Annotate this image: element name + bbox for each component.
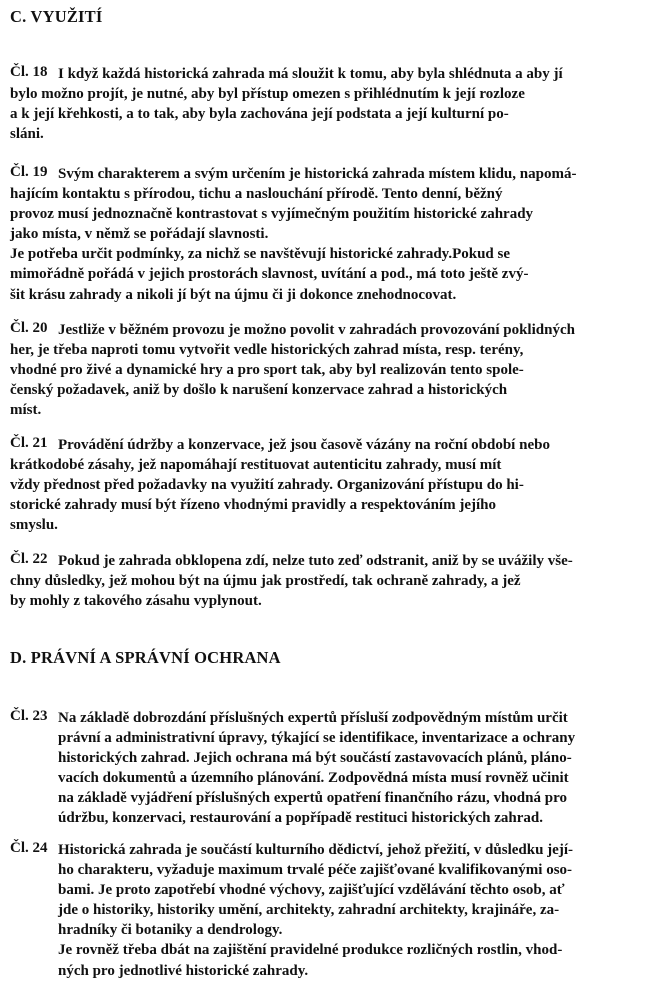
text-line: bylo možno projít, je nutné, aby byl přístup omezen s přihlédnutím k její rozloze [10, 86, 525, 103]
text-line: vhodné pro živé a dynamické hry a pro sport tak, aby byl realizován tento spole- [10, 362, 524, 379]
text-line: Na základě dobrozdání příslušných expertů přísluší zodpovědným místům určit [58, 710, 568, 726]
text-line: právní a administrativní úpravy, týkající se identifikace, inventarizace a ochrany [58, 730, 576, 747]
article-number: Čl. 21 [10, 435, 48, 451]
article-20 [10, 320, 642, 422]
text-line: Pokud je zahrada obklopena zdí, nelze tuto zeď odstranit, aniž by se uvážily vše- [58, 553, 573, 569]
text-line: šit krásu zahrady a nikoli jí být na újmu či ji dokonce znehodnocovat. [10, 286, 457, 303]
text-line: jako místa, v němž se pořádají slavnosti. [10, 226, 269, 243]
text-line: historických zahrad. Jejich ochrana má být součástí zastavovacích plánů, pláno- [58, 750, 572, 767]
text-line: storické zahrady musí být řízeno vhodnými pravidly a respektováním jejího [10, 497, 496, 514]
section-heading-d: D. PRÁVNÍ A SPRÁVNÍ OCHRANA [10, 648, 281, 667]
article-number: Čl. 22 [10, 551, 48, 567]
article-24 [10, 840, 642, 982]
article-number: Čl. 23 [10, 708, 48, 724]
text-line: bami. Je proto zapotřebí vhodné výchovy, zajišťující vzdělávání těchto osob, ať [58, 882, 565, 899]
text-line: provoz musí jednoznačně kontrastovat s vyjímečným použitím historické zahrady [10, 206, 534, 223]
text-line: Jestliže v běžném provozu je možno povolit v zahradách provozování poklidných [58, 322, 575, 338]
article-number: Čl. 24 [10, 840, 48, 856]
text-line: Je rovněž třeba dbát na zajištění pravidelné produkce rozličných rostlin, vhod- [58, 942, 563, 959]
text-line: a k její křehkosti, a to tak, aby byla zachována její podstata a její kulturní po- [10, 106, 509, 123]
text-line: her, je třeba naproti tomu vytvořit vedle historických zahrad místa, resp. terény, [10, 342, 524, 359]
article-22 [10, 551, 642, 613]
text-line: Svým charakterem a svým určením je historická zahrada místem klidu, napomá- [58, 166, 577, 182]
text-line: ho charakteru, vyžaduje maximum trvalé péče zajišťované kvalifikovanými oso- [58, 862, 573, 879]
text-line: údržbu, konzervaci, restaurování a popřípadě restituci historických zahrad. [58, 810, 544, 827]
text-line: míst. [10, 402, 42, 419]
text-line: mimořádně pořádá v jejich prostorách slavnost, uvítání a pod., má toto ještě zvý- [10, 266, 529, 283]
text-line: vždy přednost před požadavky na využití zahrady. Organizování přístupu do hi- [10, 477, 524, 494]
text-line: Historická zahrada je součástí kulturního dědictví, jehož přežití, v důsledku její- [58, 842, 573, 858]
text-line: hradníky či botaniky a dendrology. [58, 922, 283, 939]
article-number: Čl. 19 [10, 164, 48, 180]
text-line: sláni. [10, 126, 44, 143]
text-line: chny důsledky, jež mohou být na újmu jak prostředí, tak ochraně zahrady, a jež [10, 573, 521, 590]
article-19 [10, 164, 642, 306]
article-text [58, 708, 575, 829]
article-number: Čl. 18 [10, 64, 48, 80]
section-heading-c: C. VYUŽITÍ [10, 7, 103, 26]
text-line: Je potřeba určit podmínky, za nichž se navštěvují historické zahrady.Pokud se [10, 246, 511, 263]
text-line: na základě vyjádření příslušných expertů opatření finančního rázu, vhodná pro [58, 790, 567, 807]
text-line: smyslu. [10, 517, 58, 534]
text-line: hajícím kontaktu s přírodou, tichu a naslouchání přírodě. Tento denní, běžný [10, 186, 503, 203]
text-line: Provádění údržby a konzervace, jež jsou časově vázány na roční období nebo [58, 437, 550, 453]
text-line: krátkodobé zásahy, jež napomáhají restituovat autenticitu zahrady, musí mít [10, 457, 502, 474]
article-23 [10, 708, 642, 830]
text-line: ných pro jednotlivé historické zahrady. [58, 962, 309, 979]
article-number: Čl. 20 [10, 320, 48, 336]
text-line: čenský požadavek, aniž by došlo k narušení konzervace zahrad a historických [10, 382, 508, 399]
text-line: by mohly z takového zásahu vyplynout. [10, 593, 262, 610]
article-21 [10, 435, 642, 537]
text-line: vacích dokumentů a územního plánování. Zodpovědná místa musí rovněž učinit [58, 770, 569, 787]
article-18 [10, 64, 642, 146]
text-line: I když každá historická zahrada má sloužit k tomu, aby byla shlédnuta a aby jí [58, 66, 563, 82]
article-text [58, 840, 573, 981]
text-line: jde o historiky, historiky umění, architekty, zahradní architekty, krajináře, za- [58, 902, 560, 919]
